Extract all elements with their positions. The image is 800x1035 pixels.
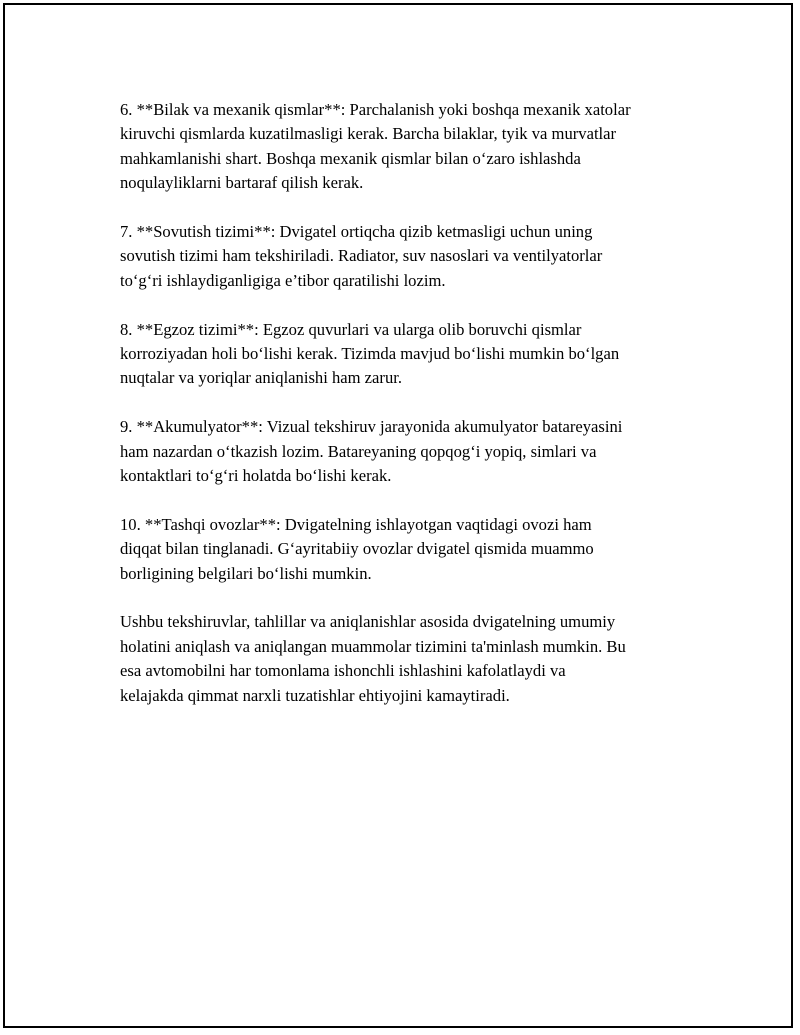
paragraph-conclusion: Ushbu tekshiruvlar, tahlillar va aniqlanishlar asosida dvigatelning umumiy holatini aniqlash va aniqlangan muammolar tizimini ta'minlash mumkin. Bu esa avtomobilni har tomonlama ishonchli ishlashini kafolatlaydi va kelajakda qimmat narxli tuzatishlar ehtiyojini kamaytiradi. <box>120 612 626 705</box>
document-body <box>120 98 710 732</box>
paragraph-item-10-external-sounds: 10. **Tashqi ovozlar**: Dvigatelning ishlayotgan vaqtidagi ovozi ham diqqat bilan tinglanadi. G‘ayritabiiy ovozlar dvigatel qismida muammo borligining belgilari bo‘lishi mumkin. <box>120 514 594 583</box>
paragraph-item-6-mechanical-parts: 6. **Bilak va mexanik qismlar**: Parchalanish yoki boshqa mexanik xatolar kiruvchi qismlarda kuzatilmasligi kerak. Barcha bilaklar, tyik va murvatlar mahkamlanishi shart. Boshqa mexanik qismlar bilan o‘zaro ishlashda noqulayliklarni bartaraf qilish kerak. <box>120 100 631 193</box>
paragraph-item-9-battery: 9. **Akumulyator**: Vizual tekshiruv jarayonida akumulyator batareyasini ham nazardan o‘tkazish lozim. Batareyaning qopqog‘i yopiq, simlari va kontaktlari to‘g‘ri holatda bo‘lishi kerak. <box>120 417 623 486</box>
document-page <box>3 3 793 1028</box>
paragraph-item-8-exhaust-system: 8. **Egzoz tizimi**: Egzoz quvurlari va ularga olib boruvchi qismlar korroziyadan holi bo‘lishi kerak. Tizimda mavjud bo‘lishi mumkin bo‘lgan nuqtalar va yoriqlar aniqlanishi ham zarur. <box>120 319 620 388</box>
paragraph-item-7-cooling-system: 7. **Sovutish tizimi**: Dvigatel ortiqcha qizib ketmasligi uchun uning sovutish tizimi ham tekshiriladi. Radiator, suv nasoslari va ventilyatorlar to‘g‘ri ishlaydiganligiga e’tibor qaratilishi lozim. <box>120 222 603 290</box>
